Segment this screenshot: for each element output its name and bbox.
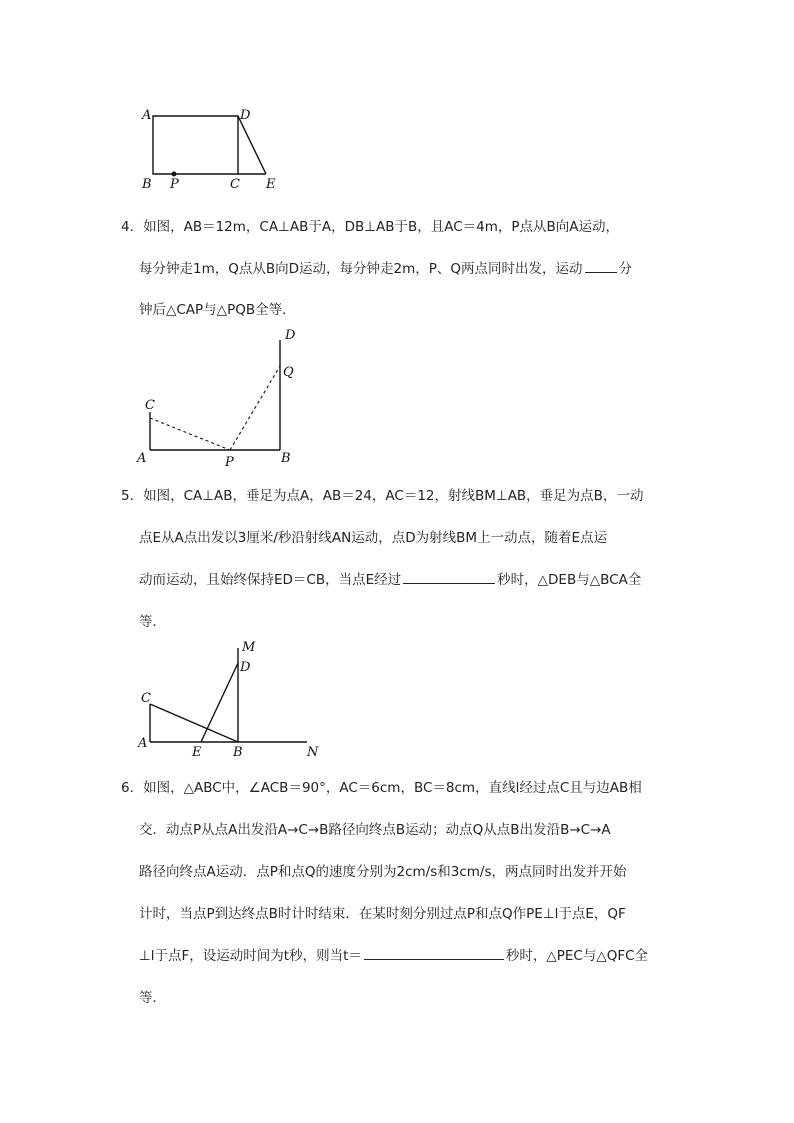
segment-de bbox=[238, 116, 266, 174]
label-n: N bbox=[307, 745, 319, 760]
label-d: D bbox=[240, 660, 251, 675]
problem6-line1: 6．如图，△ABC中，∠ACB＝90°，AC＝6cm，BC＝8cm，直线l经过点C且与边AB相 bbox=[121, 780, 642, 796]
problem4-line2-text: 每分钟走1m，Q点从B向D运动，每分钟走2m，P、Q两点同时出发，运动 bbox=[139, 261, 583, 277]
label-b: B bbox=[142, 177, 152, 192]
problem4-line2-tail: 分 bbox=[618, 261, 633, 277]
segment-cp bbox=[150, 418, 230, 450]
segment-ed bbox=[201, 663, 238, 742]
problem4-line2 bbox=[139, 257, 632, 277]
problem6-line5 bbox=[139, 944, 648, 964]
label-d: D bbox=[240, 108, 251, 123]
point-p-dot bbox=[172, 172, 177, 177]
answer-blank-6[interactable] bbox=[364, 945, 504, 960]
label-q: Q bbox=[283, 365, 294, 380]
figure-problem4 bbox=[135, 322, 305, 472]
problem4-line3: 钟后△CAP与△PQB全等． bbox=[139, 302, 296, 318]
segment-pq bbox=[230, 366, 280, 450]
problem5-line4: 等． bbox=[139, 614, 166, 630]
answer-blank-4[interactable] bbox=[585, 258, 617, 273]
label-m: M bbox=[242, 640, 256, 655]
problem5-line3-tail: 秒时，△DEB与△BCA全 bbox=[497, 572, 642, 588]
problem4-line1: 4．如图，AB＝12m，CA⊥AB于A，DB⊥AB于B，且AC＝4m，P点从B向A运动， bbox=[121, 219, 620, 235]
label-b: B bbox=[233, 745, 243, 760]
label-p: P bbox=[170, 177, 179, 192]
problem6-line5-text: ⊥l于点F，设运动时间为t秒，则当t＝ bbox=[139, 948, 362, 964]
problem5-line1: 5．如图，CA⊥AB，垂足为点A，AB＝24，AC＝12，射线BM⊥AB，垂足为点B，一动 bbox=[121, 488, 644, 504]
label-c: C bbox=[145, 398, 155, 413]
label-a: A bbox=[138, 736, 148, 751]
problem5-line3-text: 动而运动，且始终保持ED＝CB，当点E经过 bbox=[139, 572, 402, 588]
label-a: A bbox=[137, 451, 147, 466]
problem6-line6: 等． bbox=[139, 990, 166, 1006]
problem6-line3: 路径向终点A运动．点P和点Q的速度分别为2cm/s和3cm/s，两点同时出发并开始 bbox=[139, 864, 627, 880]
label-c: C bbox=[141, 691, 151, 706]
answer-blank-5[interactable] bbox=[403, 569, 495, 584]
label-p: P bbox=[225, 455, 234, 470]
label-a: A bbox=[142, 108, 152, 123]
label-c: C bbox=[230, 177, 240, 192]
label-d: D bbox=[285, 328, 296, 343]
rectangle-abcd bbox=[153, 116, 238, 174]
problem5-line2: 点E从A点出发以3厘米/秒沿射线AN运动，点D为射线BM上一动点，随着E点运 bbox=[139, 530, 608, 546]
problem6-line5-tail: 秒时，△PEC与△QFC全 bbox=[505, 948, 649, 964]
problem5-line3 bbox=[139, 568, 641, 588]
problem6-line4: 计时，当点P到达终点B时计时结束．在某时刻分别过点P和点Q作PE⊥l于点E，QF bbox=[139, 906, 626, 922]
segment-cb bbox=[150, 704, 238, 742]
problem6-line2: 交．动点P从点A出发沿A→C→B路径向终点B运动；动点Q从点B出发沿B→C→A bbox=[139, 822, 611, 838]
label-e: E bbox=[192, 745, 202, 760]
label-b: B bbox=[281, 451, 291, 466]
label-e: E bbox=[266, 177, 276, 192]
figure-problem5 bbox=[135, 636, 335, 761]
figure-rectangle-abcd-e bbox=[130, 100, 300, 195]
